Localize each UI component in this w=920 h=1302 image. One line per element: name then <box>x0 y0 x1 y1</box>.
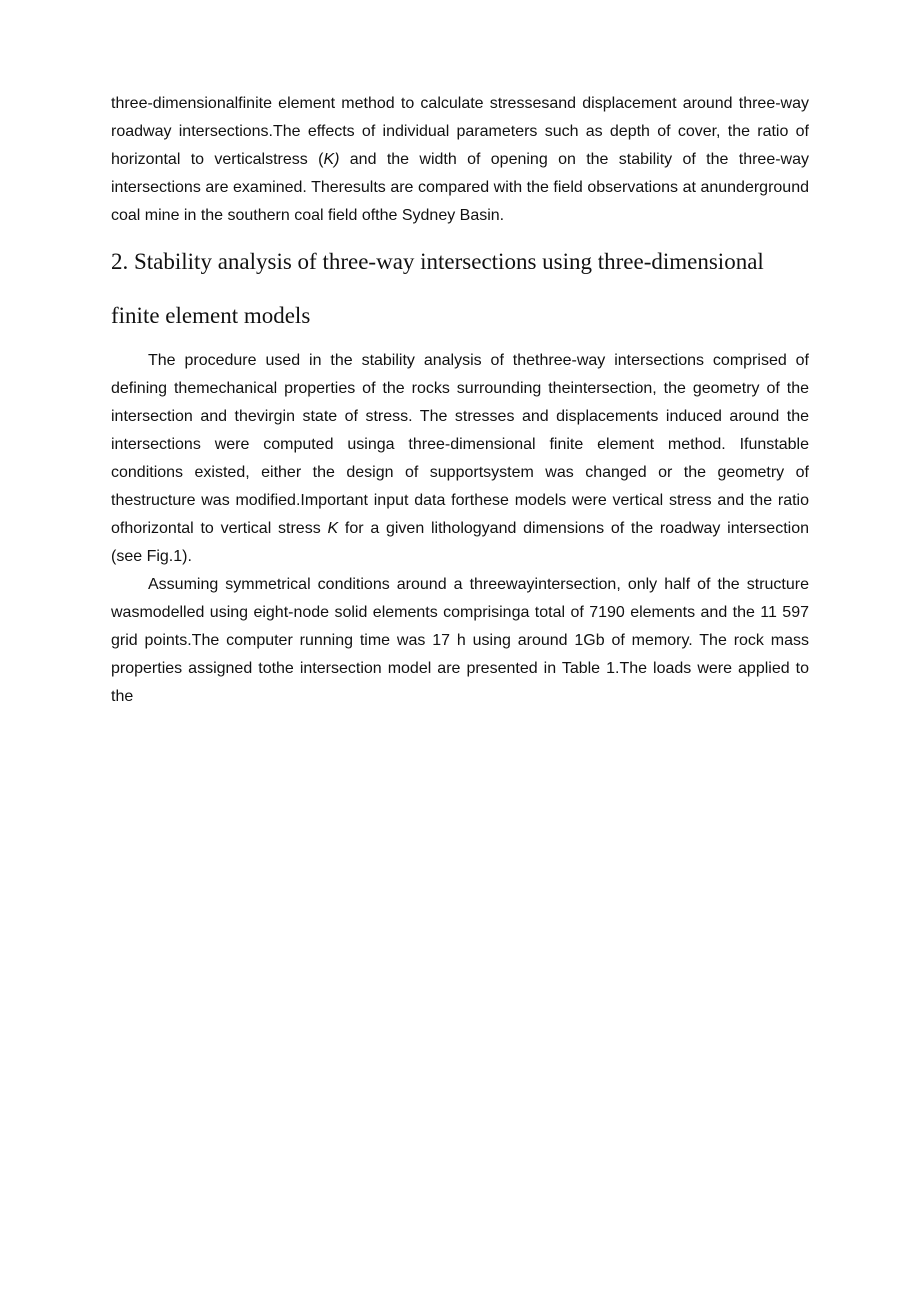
k-symbol: K <box>327 520 339 537</box>
section-2-heading: 2. Stability analysis of three-way intersections using three-dimensional finite element models <box>111 249 764 328</box>
section-2-paragraph-2: Assuming symmetrical conditions around a threewayintersection, only half of the structure wasmodelled using eight-node solid elements comprisinga total of 7190 elements and the 11 597 grid points.The computer running time was 17 h using around 1Gb of memory. The rock mass properties assigned tothe intersection model are presented in Table 1.The loads were applied to the <box>111 576 809 705</box>
intro-text-b: and the width of opening on the stability of the three-way intersections are examined. Theresults are compared with the field observations at anunderground coal mine in the southern coal field ofthe Sydney Basin. <box>111 151 810 224</box>
s2p1-text-b: for a given lithologyand dimensions of the roadway intersection (see Fig.1). <box>111 520 809 565</box>
k-symbol: K) <box>323 151 340 168</box>
intro-paragraph <box>111 90 809 230</box>
section-2-paragraph-1 <box>111 347 809 571</box>
intro-text-a: three-dimensionalfinite element method to calculate stressesand displacement around three-way roadway intersections.The effects of individual parameters such as depth of cover, the ratio of horizontal to verticalstress ( <box>111 95 809 168</box>
s2p1-text-a: The procedure used in the stability analysis of thethree-way intersections comprised of defining themechanical properties of the rocks surrounding theintersection, the geometry of the intersection and thevirgin state of stress. The stresses and displacements induced around the intersections were computed usinga three-dimensional finite element method. Ifunstable conditions existed, either the design of supportsystem was changed or the geometry of thestructure was modified.Important input data forthese models were vertical stress and the ratio ofhorizontal to vertical stress <box>111 352 809 537</box>
document-page <box>111 90 809 711</box>
